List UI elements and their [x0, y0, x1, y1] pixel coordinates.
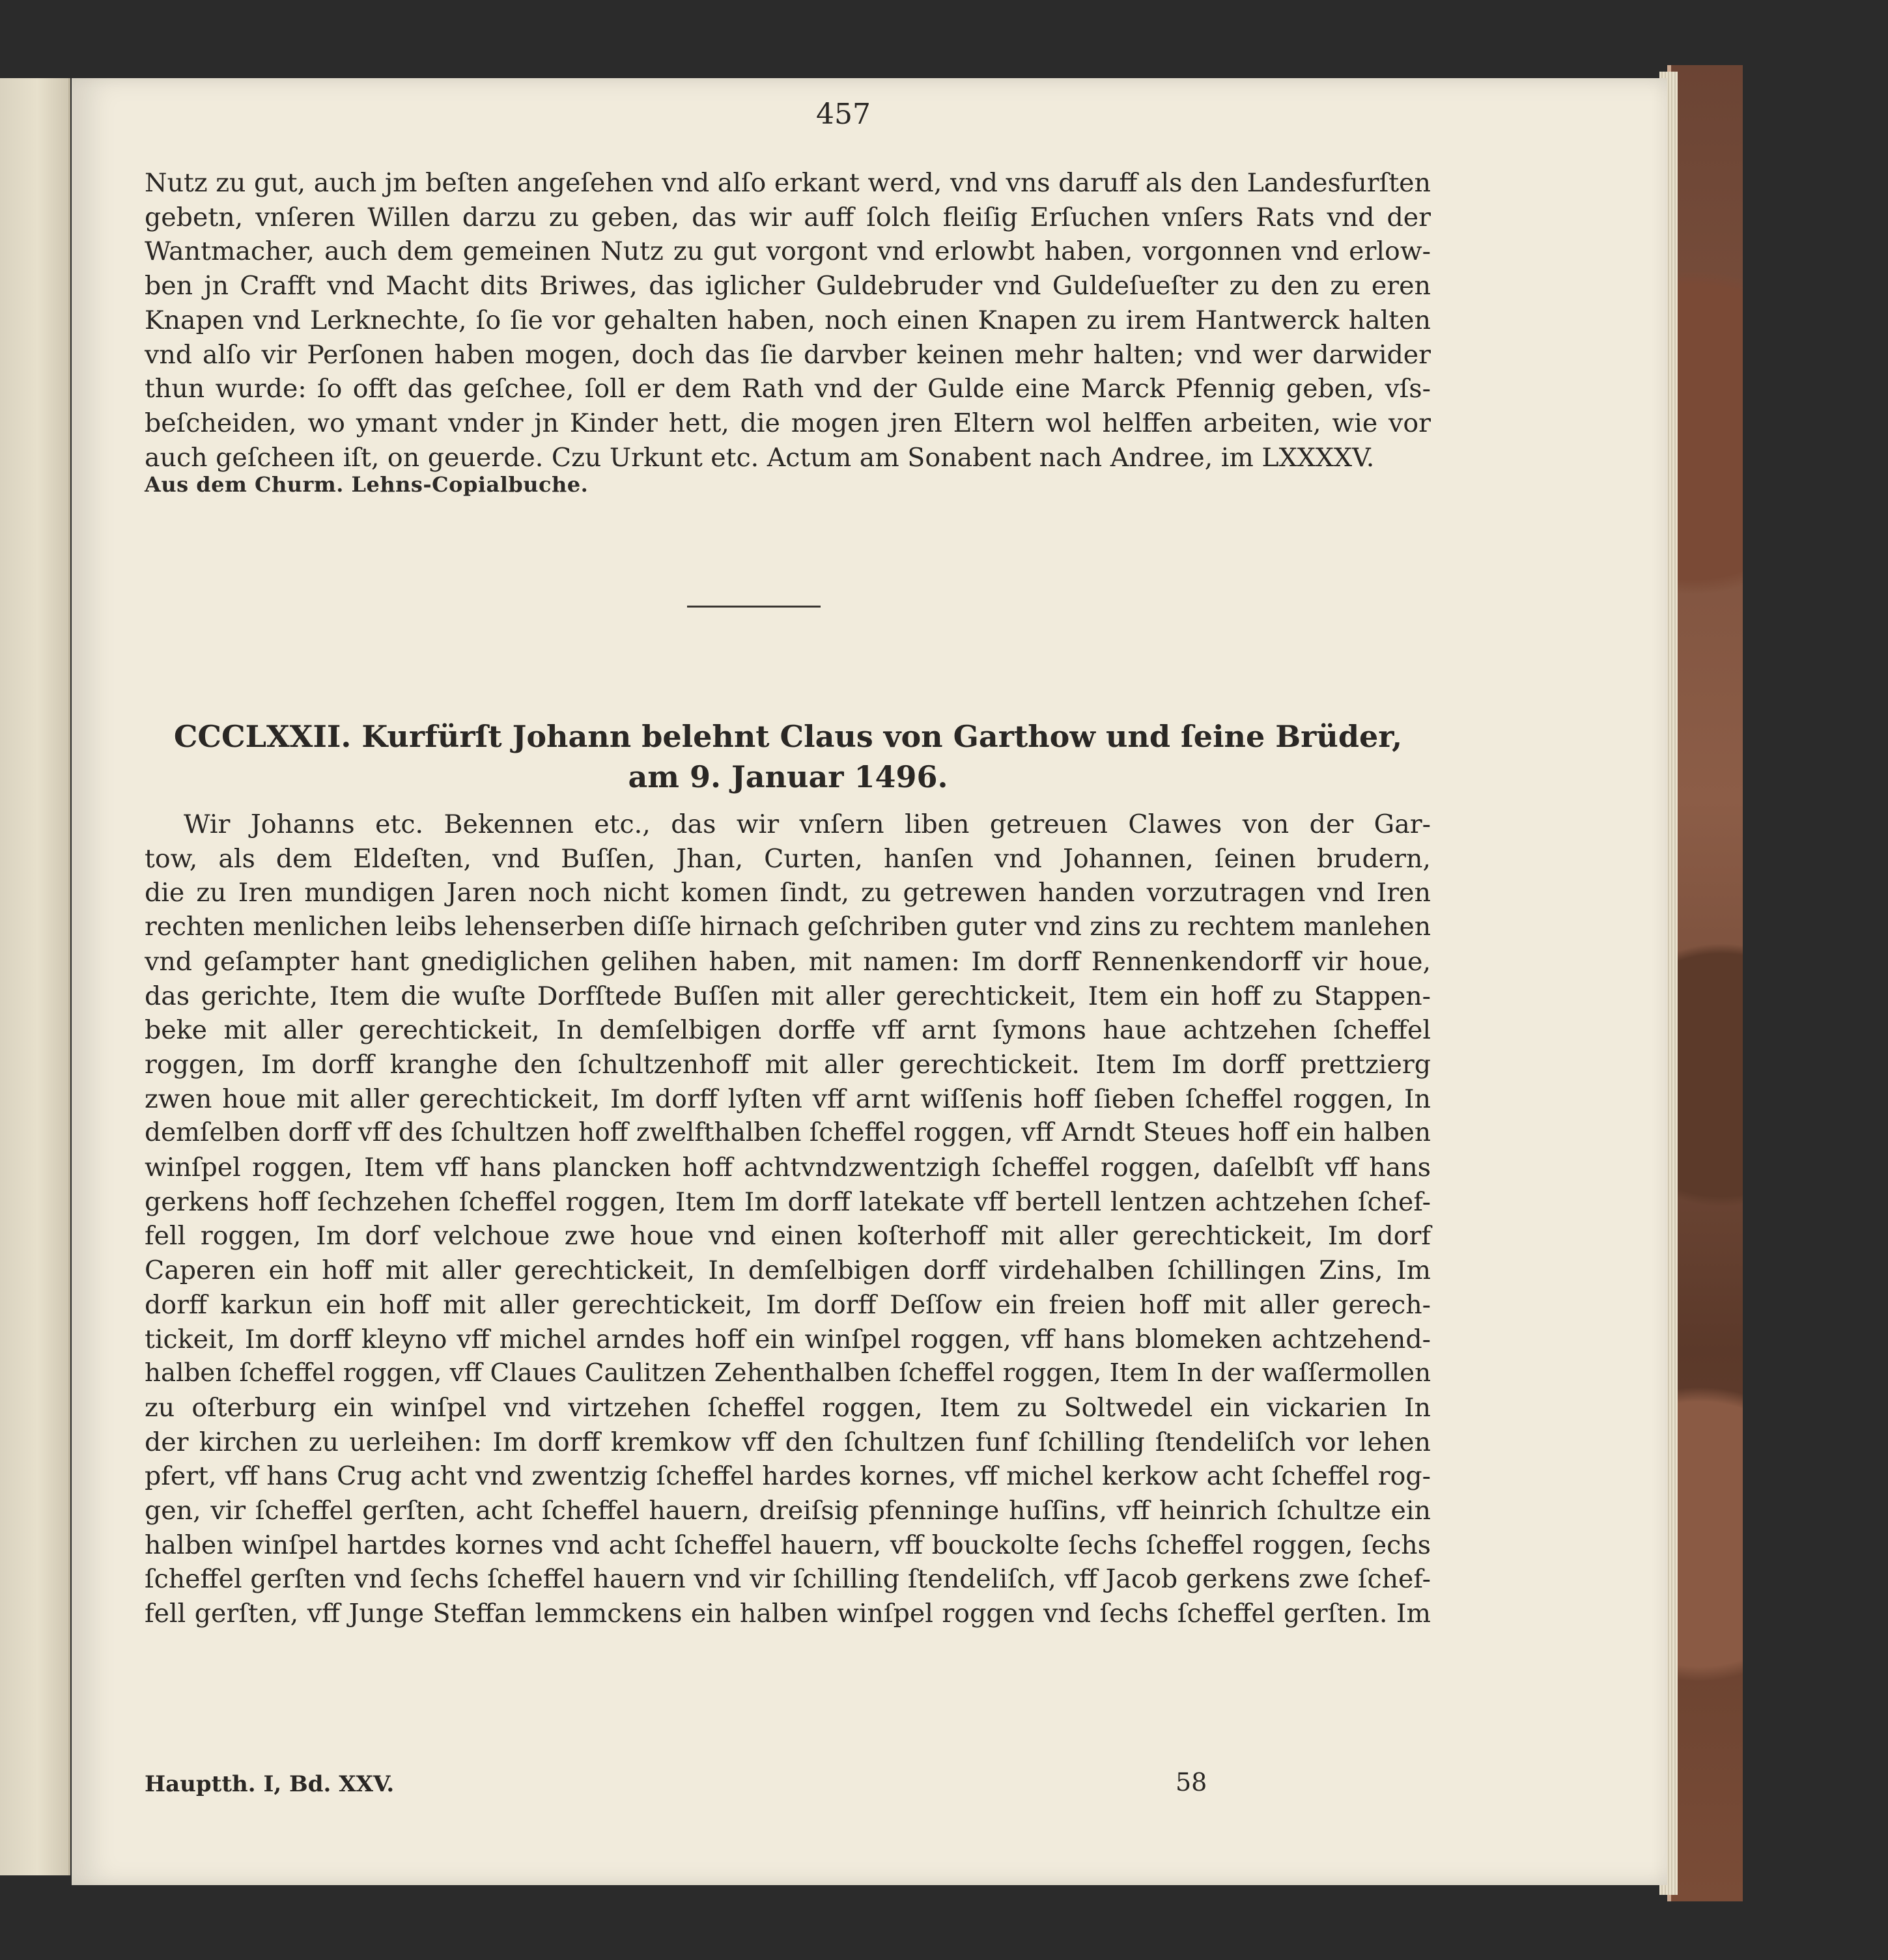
text-line: auch geſcheen iſt, on geuerde. Czu Urkunt etc. Actum am Sonabent nach Andree, im LXXXXV.: [145, 442, 1375, 473]
text-line: Wantmacher, auch dem gemeinen Nutz zu gut vorgont vnd erlowbt haben, vorgonnen vnd erlow-: [145, 236, 1431, 267]
heading-line: CCCLXXII. Kurfürſt Johann belehnt Claus von Garthow und ſeine Brüder,: [173, 719, 1403, 754]
text-line: tickeit, Im dorff kleyno vff michel arndes hoff ein winſpel roggen, vff hans blomeken achtzehend-: [145, 1324, 1431, 1354]
heading-line: am 9. Januar 1496.: [628, 759, 948, 794]
source-note: Aus dem Churm. Lehns-Copialbuche.: [145, 472, 589, 497]
text-line: ſcheffel gerſten vnd ſechs ſcheffel hauern vnd vir ſchilling ſtendeliſch, vff Jacob gerkens zwe ſchef-: [145, 1564, 1431, 1595]
text-line: der kirchen zu uerleihen: Im dorff kremkow vff den ſchultzen funf ſchilling ſtendeliſch vor lehen: [145, 1427, 1431, 1457]
text-line: vnd alſo vir Perſonen haben mogen, doch das ſie darvber keinen mehr halten; vnd wer darwider: [145, 339, 1431, 370]
text-line: pfert, vff hans Crug acht vnd zwentzig ſcheffel hardes kornes, vff michel kerkow acht ſcheffel rog-: [145, 1461, 1431, 1492]
text-line: das gerichte, Item die wuſte Dorfſtede Buſſen mit aller gerechtickeit, Item ein hoff zu Stappen-: [145, 981, 1431, 1011]
text-line: gen, vir ſcheffel gerſten, acht ſcheffel hauern, dreiſsig pfenninge huſſins, vff heinrich ſchultze ein: [145, 1496, 1431, 1526]
page-number: 457: [816, 98, 871, 131]
text-line: gebetn, vnſeren Willen darzu zu geben, das wir auff ſolch fleiſig Erſuchen vnſers Rats vnd der: [145, 202, 1431, 232]
text-line: die zu Iren mundigen Jaren noch nicht komen ſindt, zu getrewen handen vorzutragen vnd Iren: [145, 878, 1431, 908]
text-line: fell gerſten, vff Junge Steffan lemmckens ein halben winſpel roggen vnd ſechs ſcheffel gerſten. Im: [145, 1599, 1431, 1629]
text-line: vnd geſampter hant gnediglichen gelihen haben, mit namen: Im dorff Rennenkendorff vir houe,: [145, 946, 1431, 977]
text-line: beſcheiden, wo ymant vnder jn Kinder hett, die mogen jren Eltern wol helffen arbeiten, wie vor: [145, 408, 1431, 438]
text-line: zwen houe mit aller gerechtickeit, Im dorff lyſten vff arnt wiſſenis hoff ſieben ſcheffel roggen, In: [145, 1084, 1431, 1114]
text-line: halben ſcheffel roggen, vff Claues Caulitzen Zehenthalben ſcheffel roggen, Item In der waſſermollen: [145, 1358, 1431, 1388]
document-heading: [130, 716, 1446, 797]
text-line: thun wurde: ſo offt das geſchee, ſoll er dem Rath vnd der Gulde eine Marck Pfennig geben, vſs-: [145, 374, 1431, 404]
text-line: zu oſterburg ein winſpel vnd virtzehen ſcheffel roggen, Item zu Soltwedel ein vickarien In: [145, 1392, 1431, 1423]
text-line: fell roggen, Im dorf velchoue zwe houe vnd einen koſterhoff mit aller gerechtickeit, Im dorf: [145, 1221, 1431, 1252]
text-line: gerkens hoff ſechzehen ſcheffel roggen, Item Im dorff latekate vff bertell lentzen achtzehen ſchef-: [145, 1186, 1431, 1217]
text-line: Nutz zu gut, auch jm beſten angeſehen vnd alſo erkant werd, vnd vns daruff als den Landesfurſten: [145, 168, 1431, 198]
section-divider: [687, 606, 821, 608]
book-cover-board: [1667, 65, 1743, 1901]
text-line: beke mit aller gerechtickeit, In demſelbigen dorffe vff arnt ſymons haue achtzehen ſcheffel: [145, 1015, 1431, 1046]
document-body: [145, 807, 1431, 1631]
text-line: tow, als dem Eldeſten, vnd Buſſen, Jhan, Curten, hanſen vnd Johannen, ſeinen brudern,: [145, 843, 1431, 874]
text-line: Caperen ein hoff mit aller gerechtickeit, In demſelbigen dorff virdehalben ſchillingen Zins, Im: [145, 1255, 1431, 1286]
footer-signature: 58: [1176, 1768, 1207, 1797]
text-line: winſpel roggen, Item vff hans plancken hoff achtvndzwentzigh ſcheffel roggen, daſelbſt vff hans: [145, 1153, 1431, 1183]
text-line: dorff karkun ein hoff mit aller gerechtickeit, Im dorff Deſſow ein freien hoff mit aller gerech-: [145, 1289, 1431, 1320]
footer-volume: Hauptth. I, Bd. XXV.: [145, 1771, 395, 1797]
text-line: demſelben dorff vff des ſchultzen hoff zwelfthalben ſcheffel roggen, vff Arndt Steues hoff ein halben: [145, 1118, 1431, 1148]
text-line: Wir Johanns etc. Bekennen etc., das wir vnſern liben getreuen Clawes von der Gar-: [184, 809, 1431, 839]
text-line: roggen, Im dorff kranghe den ſchultzenhoff mit aller gerechtickeit. Item Im dorff prettzierg: [145, 1049, 1431, 1080]
facing-page-edge: [0, 78, 70, 1875]
text-line: halben winſpel hartdes kornes vnd acht ſcheffel hauern, vff bouckolte ſechs ſcheffel roggen, ſechs: [145, 1530, 1431, 1560]
text-line: ben jn Crafft vnd Macht dits Briwes, das iglicher Guldebruder vnd Guldeſueſter zu den zu eren: [145, 271, 1431, 301]
text-line: rechten menlichen leibs lehenserben diſſe hirnach geſchriben guter vnd zins zu rechtem manlehen: [145, 912, 1431, 942]
intro-paragraph: [145, 166, 1431, 475]
text-line: Knapen vnd Lerknechte, ſo ſie vor gehalten haben, noch einen Knapen zu irem Hantwerck halten: [145, 305, 1431, 335]
